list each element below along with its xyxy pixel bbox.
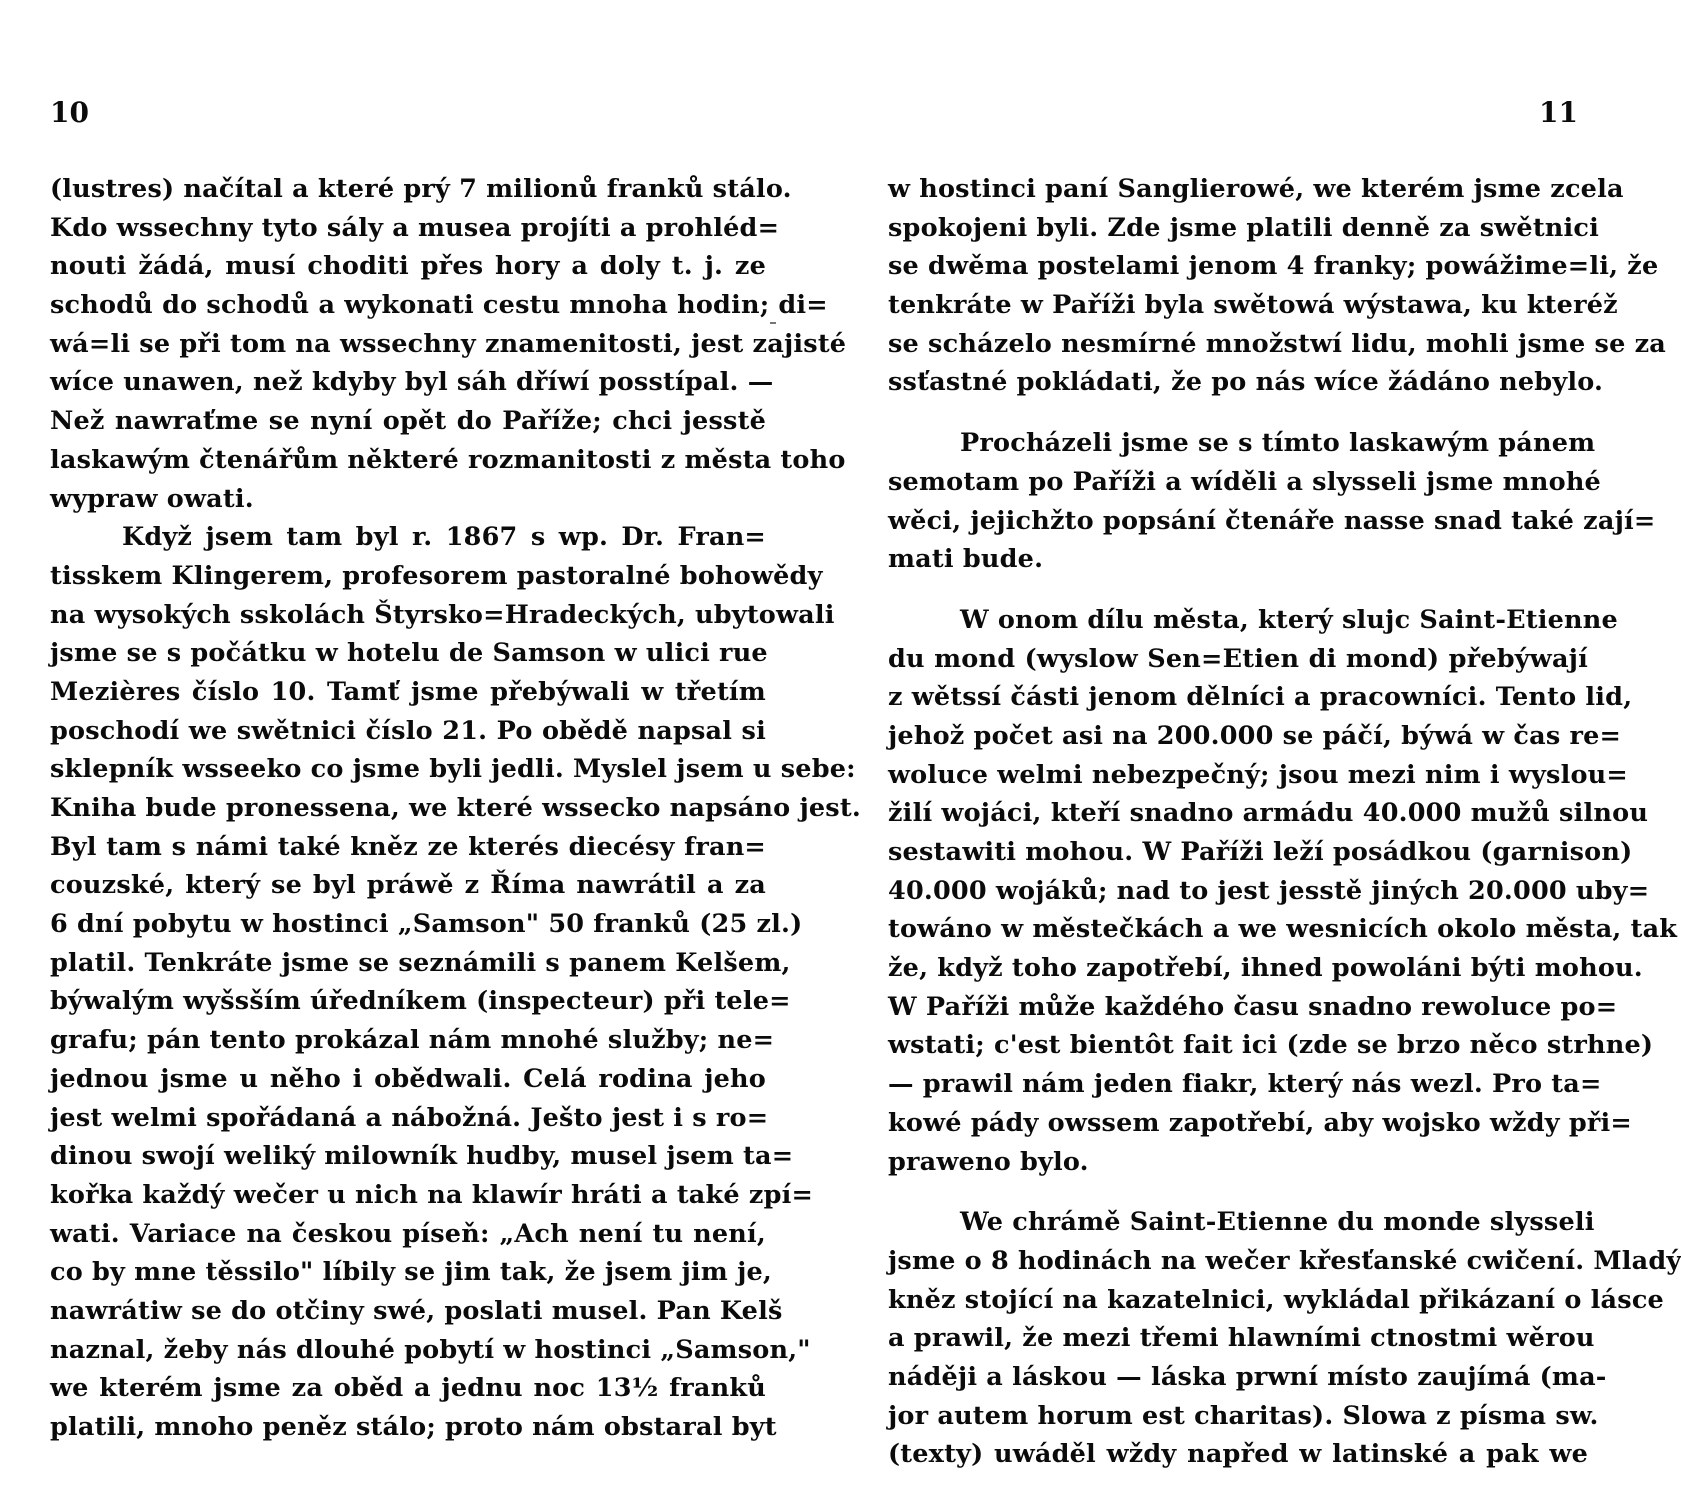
text-line: towáno w městečkách a we wesnicích okolo města, tak: [888, 914, 1678, 945]
text-line: We chrámě Saint-Etienne du monde slysseli: [960, 1207, 1595, 1238]
text-line: 6 dní pobytu w hostinci „Samson" 50 franků (25 zl.): [50, 909, 803, 940]
left-page: [50, 0, 861, 1500]
text-line: tenkráte w Paříži byla swětowá wýstawa, ku kteréž: [888, 290, 1618, 321]
gutter-mark: [770, 322, 776, 324]
text-line: — prawil nám jeden fiakr, který nás wezl. Pro ta=: [888, 1069, 1602, 1100]
paragraph-gap: [888, 402, 1588, 424]
text-line: ssťastné pokládati, že po nás wíce žádáno nebylo.: [888, 367, 1604, 398]
text-line: na wysokých sskolách Štyrsko=Hradeckých, ubytowali: [50, 599, 835, 630]
text-line: W onom dílu města, který slujc Saint-Etienne: [960, 604, 1618, 635]
text-line: Kdo wssechny tyto sály a musea projíti a prohléd=: [50, 212, 780, 243]
text-line: Byl tam s námi také kněz ze kterés diecésy fran=: [50, 831, 766, 862]
text-line: býwalým wyšsším úředníkem (inspecteur) při tele=: [50, 986, 791, 1017]
text-line: couzské, který se byl práwě z Říma nawrátil a za: [50, 870, 766, 901]
text-line: Když jsem tam byl r. 1867 s wp. Dr. Fran=: [122, 522, 766, 553]
text-line: Než nawraťme se nyní opět do Paříže; chci jesstě: [50, 406, 766, 437]
text-line: jest welmi spořádaná a nábožná. Ješto jest i s ro=: [50, 1102, 769, 1133]
text-line: se scházelo nesmírné množstwí lidu, mohli jsme se za: [888, 328, 1667, 359]
text-line: jsme se s počátku w hotelu de Samson w ulici rue: [50, 638, 768, 669]
text-line: nouti žádá, musí choditi přes hory a doly t. j. ze: [50, 251, 766, 282]
text-line: z wětssí části jenom dělníci a pracowníci. Tento lid,: [888, 682, 1633, 713]
text-line: 40.000 wojáků; nad to jest jesstě jiných 20.000 uby=: [888, 875, 1650, 906]
text-line: poschodí we swětnici číslo 21. Po obědě napsal si: [50, 715, 766, 746]
text-line: žilí wojáci, kteří snadno armádu 40.000 mužů silnou: [888, 798, 1649, 829]
paragraph-gap: [888, 1181, 1588, 1203]
text-line: naznal, žeby nás dlouhé pobytí w hostinci „Samson,": [50, 1334, 811, 1365]
text-line: spokojeni byli. Zde jsme platili denně za swětnici: [888, 212, 1600, 243]
text-line: schodů do schodů a wykonati cestu mnoha hodin; di=: [50, 290, 828, 321]
text-line: se dwěma postelami jenom 4 franky; powážime=li, že: [888, 251, 1659, 282]
text-line: platili, mnoho peněz stálo; proto nám obstaral byt: [50, 1412, 777, 1442]
text-line: kowé pády owssem zapotřebí, aby wojsko wždy při=: [888, 1107, 1632, 1138]
text-line: co by mne těssilo" líbily se jim tak, že jsem jim je,: [50, 1257, 772, 1288]
text-line: že, když toho zapotřebí, ihned powoláni býti mohou.: [888, 953, 1643, 984]
text-line: W Paříži může každého času snadno rewoluce po=: [888, 991, 1618, 1022]
text-line: kněz stojící na kazatelnici, wykládal přikázaní o lásce: [888, 1284, 1664, 1315]
text-line: mati bude.: [888, 544, 1044, 575]
text-line: wá=li se při tom na wssechny znamenitosti, jest zajisté: [50, 328, 847, 359]
page-text: [888, 170, 1681, 1474]
text-line: w hostinci paní Sanglierowé, we kterém jsme zcela: [888, 174, 1624, 204]
text-line: grafu; pán tento prokázal nám mnohé služby; ne=: [50, 1025, 775, 1056]
text-line: dinou swojí weliký milowník hudby, musel jsem ta=: [50, 1141, 794, 1172]
text-line: sklepník wsseeko co jsme byli jedli. Myslel jsem u sebe:: [50, 754, 856, 785]
text-line: jehož počet asi na 200.000 se páčí, býwá w čas re=: [888, 720, 1622, 751]
text-line: wstati; c'est bientôt fait ici (zde se brzo něco strhne): [888, 1030, 1654, 1061]
text-line: laskawým čtenářům některé rozmanitosti z města toho: [50, 444, 846, 475]
page-text: [50, 170, 861, 1447]
right-page: [888, 0, 1681, 1500]
text-line: wypraw owati.: [50, 483, 254, 514]
text-line: we kterém jsme za oběd a jednu noc 13½ franků: [50, 1373, 766, 1404]
page-number: 10: [50, 96, 89, 129]
text-line: woluce welmi nebezpečný; jsou mezi nim i wyslou=: [888, 759, 1628, 790]
text-line: praweno bylo.: [888, 1146, 1089, 1177]
text-line: platil. Tenkráte jsme se seznámili s panem Kelšem,: [50, 947, 791, 978]
text-line: Procházeli jsme se s tímto laskawým pánem: [960, 428, 1596, 459]
text-line: nawrátiw se do otčiny swé, poslati musel. Pan Kelš: [50, 1295, 783, 1326]
text-line: tisskem Klingerem, profesorem pastoralné bohowědy: [50, 560, 823, 591]
text-line: wíce unawen, než kdyby byl sáh dříwí posstípal. —: [50, 367, 774, 398]
paragraph-gap: [888, 579, 1588, 601]
text-line: (lustres) načítal a které prý 7 milionů franků stálo.: [50, 174, 792, 204]
text-line: kořka každý wečer u nich na klawír hráti a také zpí=: [50, 1179, 814, 1210]
text-line: náději a láskou — láska prwní místo zaujímá (ma-: [888, 1361, 1607, 1392]
text-line: wěci, jejichžto popsání čtenáře nasse snad také zají=: [888, 505, 1656, 536]
text-line: du mond (wyslow Sen=Etien di mond) přebýwají: [888, 643, 1588, 674]
text-line: semotam po Paříži a wíděli a slysseli jsme mnohé: [888, 466, 1601, 497]
text-line: jor autem horum est charitas). Slowa z písma sw.: [888, 1400, 1599, 1431]
text-line: Mezières číslo 10. Tamť jsme přebýwali w třetím: [50, 676, 766, 707]
text-line: jednou jsme u něho i obědwali. Celá rodina jeho: [50, 1063, 766, 1094]
text-line: Kniha bude pronessena, we které wssecko napsáno jest.: [50, 793, 861, 823]
page-number: 11: [1539, 96, 1578, 129]
text-line: sestawiti mohou. W Paříži leží posádkou (garnison): [888, 837, 1633, 867]
text-line: jsme o 8 hodinách na wečer křesťanské cwičení. Mladý: [888, 1245, 1681, 1276]
text-line: (texty) uwáděl wždy napřed w latinské a pak we: [888, 1439, 1588, 1470]
text-line: a prawil, že mezi třemi hlawními ctnostmi wěrou: [888, 1323, 1595, 1354]
text-line: wati. Variace na českou píseň: „Ach není tu není,: [50, 1218, 766, 1249]
